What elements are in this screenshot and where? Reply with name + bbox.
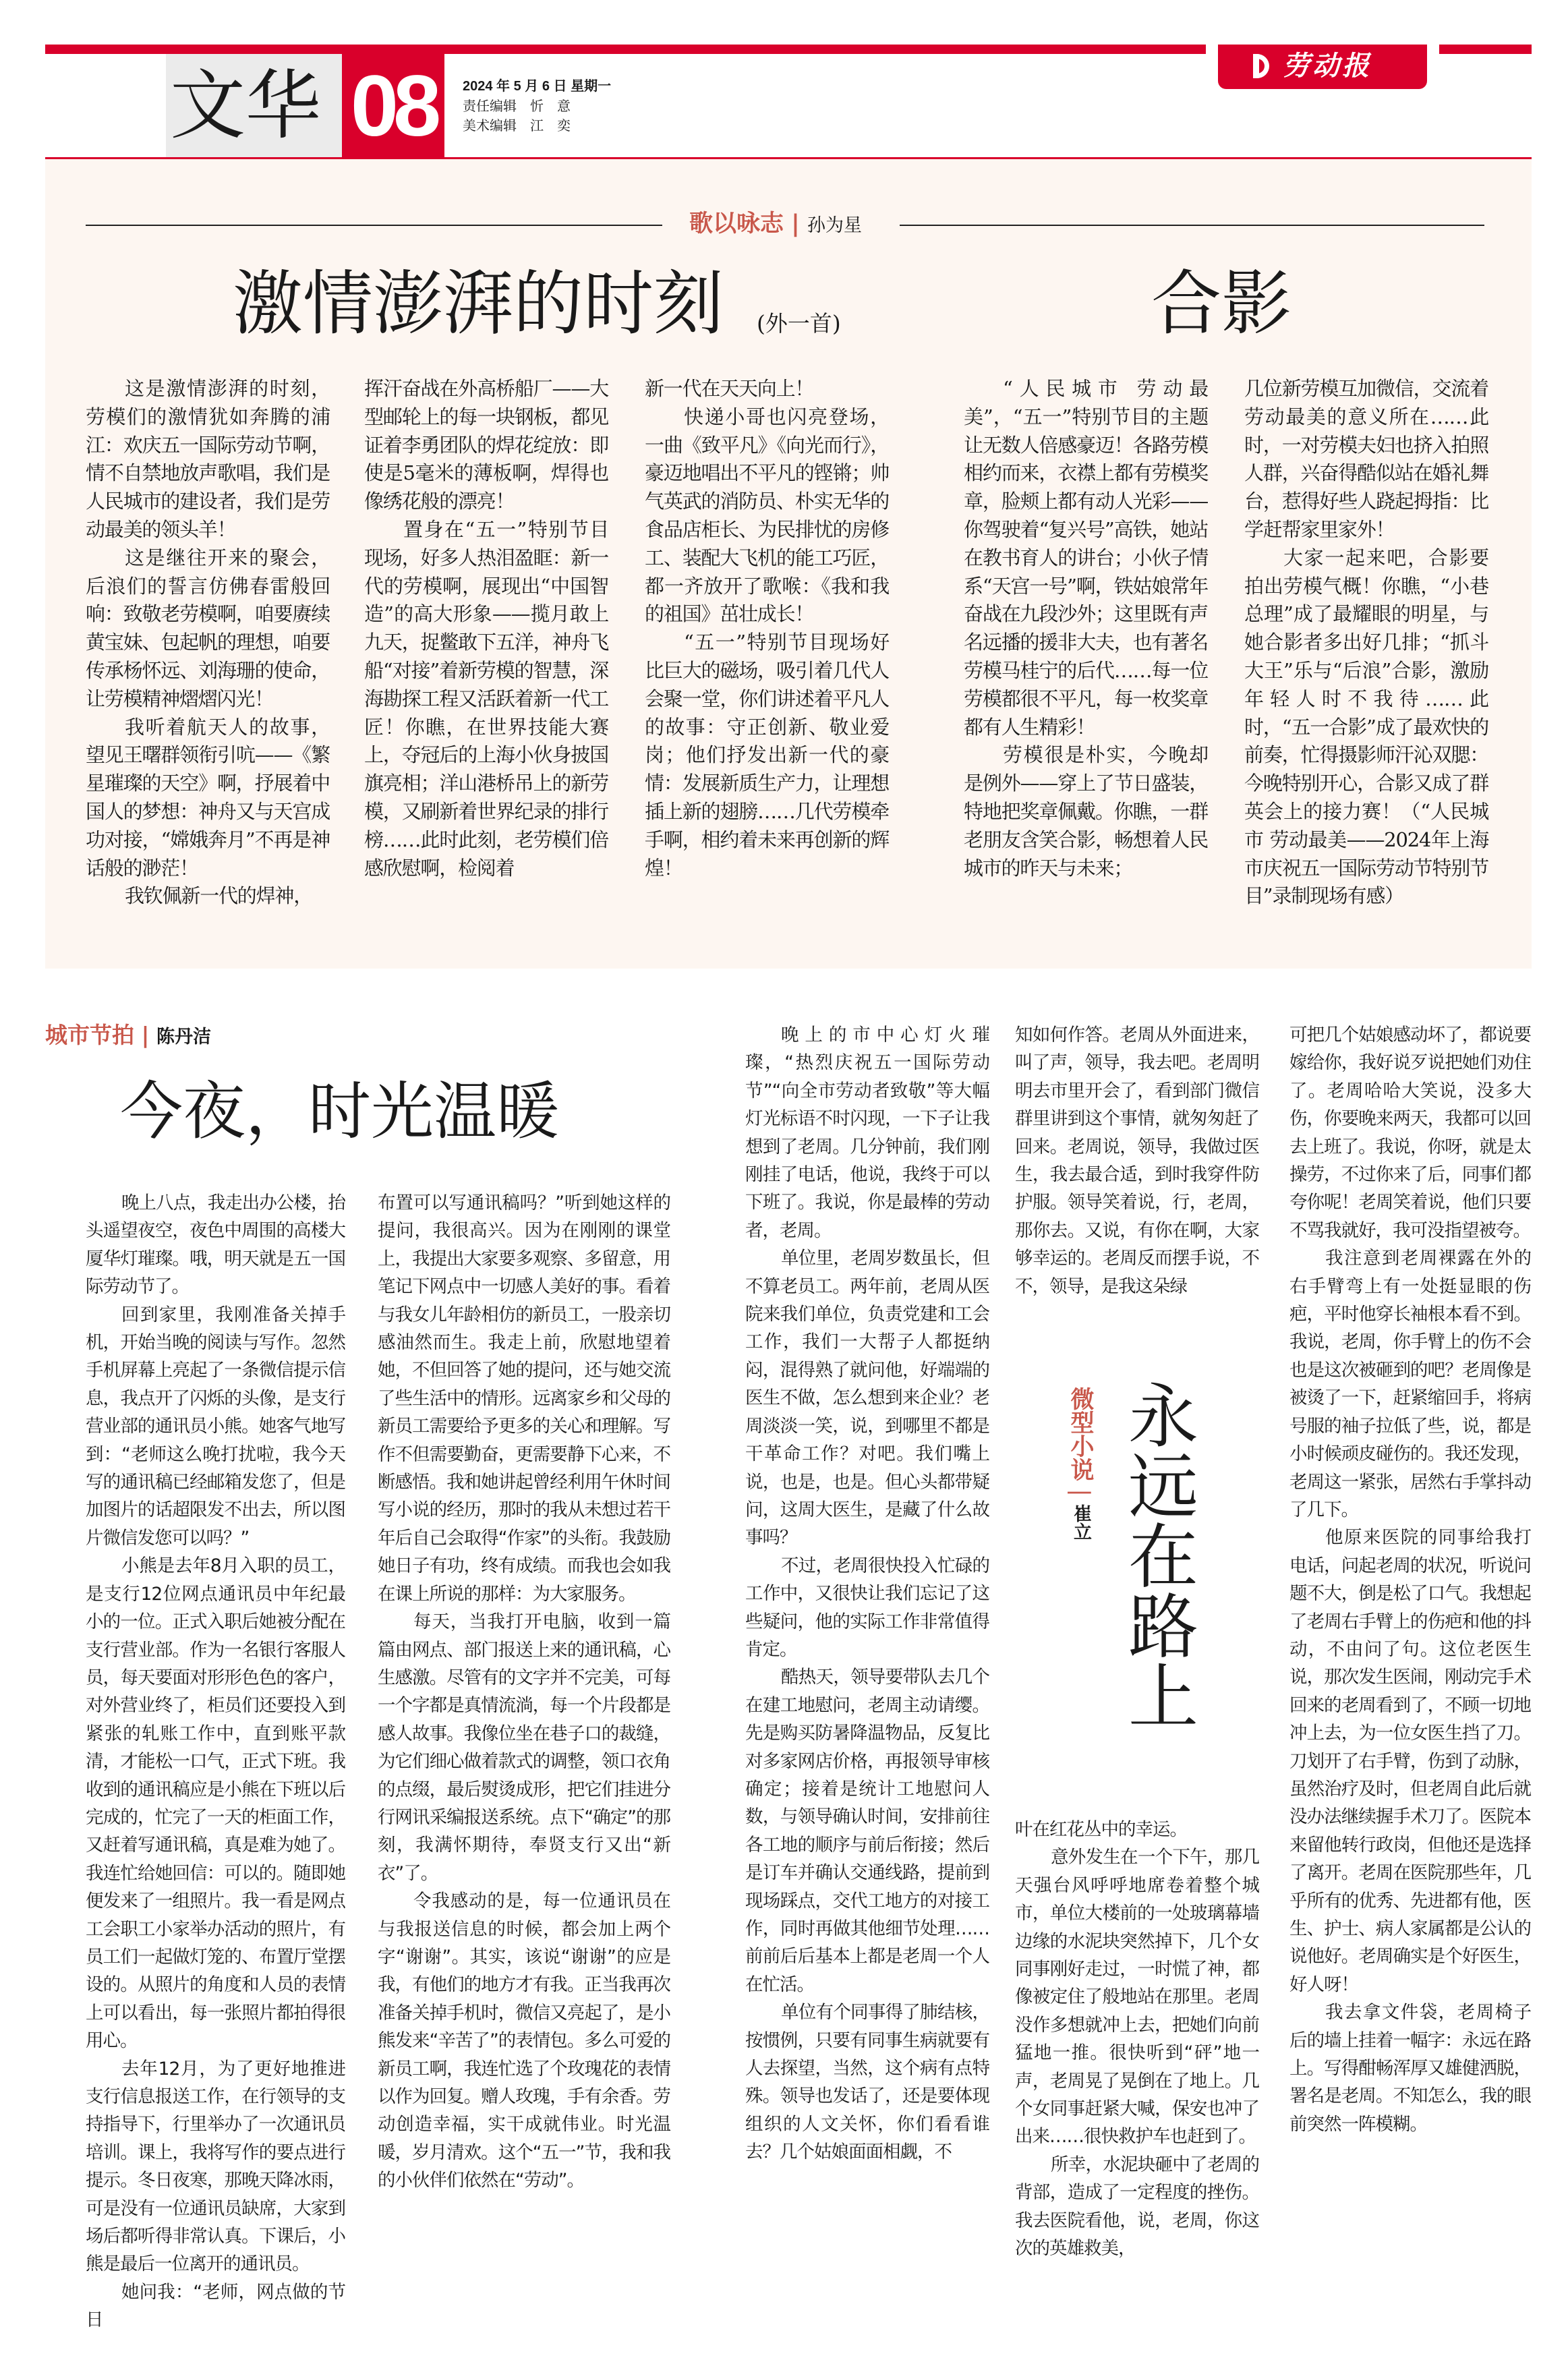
paragraph: 新一代在天天向上！ (645, 377, 814, 400)
story-column-1 (745, 1021, 989, 2166)
story-title-vertical: 永远在路上 (1116, 1379, 1198, 1730)
divider: | (141, 1022, 150, 1048)
page-number: 08 (350, 58, 436, 154)
date-line: 2024 年 5 月 6 日 星期一 (463, 79, 612, 94)
poem-subtitle: (外一首) (757, 310, 841, 337)
paragraph: 可把几个姑娘感动坏了，都说要嫁给你，我好说歹说把她们劝住了。老周哈哈大笑说，没多大伤，你要晚来两天，我都可以回去上班了。我说，你呀，就是太操劳，不过你来了后，同事们都夸你呢！老周笑着说，他们只要不骂我就好，我可没指望被夸。 (1289, 1025, 1531, 1241)
column-name: 歌以咏志 (689, 210, 784, 237)
column-name: 城市节拍 (45, 1022, 134, 1048)
paragraph: 他原来医院的同事给我打电话，问起老周的状况，听说问题不大，倒是松了口气。我想起了老周右手臂上的伤疤和他的抖动，不由问了句。这位老医生说，那次发生医闹，刚动完手术回来的老周看到了，不顾一切地冲上去，为一位女医生挡了刀。刀划开了右手臂，伤到了动脉，虽然治疗及时，但老周自此后就没办法继续握手术刀了。医院本来留他转行政岗，但他还是选择了离开。老周在医院那些年，几乎所有的优秀、先进都有他，医生、护士、病人家属都是公认的说他好。老周确实是个好医生，好人呀！ (1289, 1527, 1531, 1995)
paragraph: 小熊是去年8月入职的员工，是支行12位网点通讯员中年纪最小的一位。正式入职后她被分配在支行营业部。作为一名银行客服人员，每天要面对形形色色的客户，对外营业终了，柜员们还要投入到紧张的轧账工作中，直到账平款清，才能松一口气，正式下班。我收到的通讯稿应是小熊在下班以后完成的，忙完了一天的柜面工作，又赶着写通讯稿，真是难为她了。我连忙给她回信：可以的。随即她便发来了一组照片。我一看是网点工会职工小家举办活动的照片，有员工们一起做灯笼的、布置厅堂摆设的。从照片的角度和人员的表情上可以看出，每一张照片都拍得很用心。 (86, 1555, 345, 2052)
paragraph: 晚上的市中心灯火璀璨，“热烈庆祝五一国际劳动节”“向全市劳动者致敬”等大幅灯光标语不时闪现，一下子让我想到了老周。几分钟前，我们刚刚挂了电话，他说，我终于可以下班了。我说，你是最棒的劳动者，老周。 (745, 1025, 989, 1241)
paragraph: 这是继往开来的聚会，后浪们的誓言仿佛春雷般回响：致敬老劳模啊，咱要赓续黄宝妹、包起帆的理想，咱要传承杨怀远、刘海珊的使命，让劳模精神熠熠闪光！ (86, 546, 330, 710)
essay-column-2 (378, 1189, 670, 2195)
paragraph: 意外发生在一个下午，那几天强台风呼呼地席卷着整个城市，单位大楼前的一处玻璃幕墙边缘的水泥块突然掉下，几个女同事刚好走过，一时慌了神，都像被定住了般地站在那里。老周没作多想就冲上去，把她们向前猛地一推。很快听到“砰”地一声，老周晃了晃倒在了地上。几个女同事赶紧大喊，保安也冲了出来……很快救护车也赶到了。 (1015, 1847, 1259, 2148)
paragraph: 回到家里，我刚准备关掉手机，开始当晚的阅读与写作。忽然手机屏幕上亮起了一条微信提示信息，我点开了闪烁的头像，是支行营业部的通讯员小熊。她客气地写到：“老师这么晚打扰啦，我今天写的通讯稿已经邮箱发您了，但是加图片的话超限发不出去，所以图片微信发您可以吗？” (86, 1304, 345, 1549)
paragraph: 这是激情澎湃的时刻，劳模们的激情犹如奔腾的浦江：欢庆五一国际劳动节啊，情不自禁地放声歌唱，我们是人民城市的建设者，我们是劳动最美的领头羊！ (86, 377, 330, 541)
paragraph: 置身在“五一”特别节目现场，好多人热泪盈眶：新一代的劳模啊，展现出“中国智造”的高大形象——揽月敢上九天，捉鳖敢下五洋，神舟飞船“对接”着新劳模的智慧，深海勘探工程又活跃着新一代工匠！你瞧，在世界技能大赛上，夺冠后的上海小伙身披国旗亮相；洋山港桥吊上的新劳模，又刷新着世界纪录的排行榜……此时此刻，老劳模们倍感欣慰啊，检阅着 (364, 517, 608, 880)
divider: | (1067, 1489, 1094, 1497)
paragraph: 我听着航天人的故事，望见王曙群领衔引吭——《繁星璀璨的天空》啊，抒展着中国人的梦想：神舟又与天宫成功对接，“嫦娥奔月”不再是神话般的渺茫！ (86, 715, 330, 880)
paragraph: 快递小哥也闪亮登场，一曲《致平凡》《向光而行》，豪迈地唱出不平凡的铿锵；帅气英武的消防员、朴实无华的食品店柜长、为民排忧的房修工、装配大飞机的能工巧匠，都一齐放开了歌喉：《我和我的祖国》茁壮成长！ (645, 405, 889, 626)
newspaper-logo (1218, 45, 1427, 89)
paragraph: 每天，当我打开电脑，收到一篇篇由网点、部门报送上来的通讯稿，心生感激。尽管有的文字并不完美，可每一个字都是真情流淌，每一个片段都是感人故事。我像位坐在巷子口的裁缝，为它们细心做着款式的调整，领口衣角的点缀，最后熨烫成形，把它们挂进分行网讯采编报送系统。点下“确定”的那刻，我满怀期待，奉贤支行又出“新衣”了。 (378, 1611, 670, 1884)
paragraph: 叶在红花丛中的幸运。 (1015, 1819, 1187, 1840)
editor-line: 责任编辑 忻 意 (463, 99, 571, 114)
divider: | (791, 210, 800, 237)
paragraph: 几位新劳模互加微信，交流着劳动最美的意义所在……此时，一对劳模夫妇也挤入拍照人群，兴奋得酷似站在婚礼舞台，惹得好些人跷起拇指：比学赶帮家里家外！ (1244, 377, 1488, 541)
paragraph: 布置可以写通讯稿吗？”听到她这样的提问，我很高兴。因为在刚刚的课堂上，我提出大家要多观察、多留意，用笔记下网点中一切感人美好的事。看着与我女儿年龄相仿的新员工，一股亲切感油然而生。我走上前，欣慰地望着她，不但回答了她的提问，还与她交流了些生活中的情形。远离家乡和父母的新员工需要给予更多的关心和理解。写作不但需要勤奋，更需要静下心来，不断感悟。我和她讲起曾经利用午休时间写小说的经历，那时的我从未想过若干年后自己会取得“作家”的头衔。我鼓励她日子有功，终有成绩。而我也会如我在课上所说的那样：为大家服务。 (378, 1193, 670, 1605)
essay-title: 今夜，时光温暖 (120, 1075, 559, 1148)
paragraph: 晚上八点，我走出办公楼，抬头遥望夜空，夜色中周围的高楼大厦华灯璀璨。哦，明天就是五一国际劳动节了。 (86, 1193, 345, 1298)
second-poem-title: 合影 (1151, 262, 1292, 345)
paragraph: 我注意到老周裸露在外的右手臂弯上有一处挺显眼的伤疤，平时他穿长袖根本看不到。我说，老周，你手臂上的伤不会也是这次被砸到的吧？老周像是被烫了一下，赶紧缩回手，将病号服的袖子拉低了些，说，都是小时候顽皮碰伤的。我还发现，老周这一紧张，居然右手掌抖动了几下。 (1289, 1248, 1531, 1520)
paragraph: 知如何作答。老周从外面进来，叫了声，领导，我去吧。老周明明去市里开会了，看到部门微信群里讲到这个事情，就匆匆赶了回来。老周说，领导，我做过医生，我去最合适，到时我穿件防护服。领导笑着说，行，老周，那你去。又说，有你在啊，大家够幸运的。老周反而摆手说，不不，领导，是我这朵绿 (1015, 1025, 1259, 1297)
art-editor-line: 美术编辑 江 奕 (463, 119, 571, 134)
story-column-2-bottom (1015, 1816, 1259, 2263)
paragraph: 酷热天，领导要带队去几个在建工地慰问，老周主动请缨。先是购买防暑降温物品，反复比对多家网店价格，再报领导审核确定；接着是统计工地慰问人数，与领导确认时间，安排前往各工地的顺序与前后衔接；然后是订车并确认交通线路，提前到现场踩点，交代工地方的对接工作，同时再做其他细节处理……前前后后基本上都是老周一个人在忙活。 (745, 1667, 989, 1995)
poem-column-heading (689, 209, 862, 241)
poem-column-5 (1244, 375, 1488, 911)
paragraph: 不过，老周很快投入忙碌的工作中，又很快让我们忘记了这些疑问，他的实际工作非常值得肯定。 (745, 1555, 989, 1660)
logo-mark-icon (1253, 54, 1269, 78)
story-column-3 (1289, 1021, 1531, 2138)
story-kicker-vertical (1066, 1387, 1095, 1541)
paragraph: 劳模很是朴实，今晚却是例外——穿上了节日盛装，特地把奖章佩戴。你瞧，一群老朋友含笑合影，畅想着人民城市的昨天与未来； (964, 743, 1208, 880)
author: 孙为星 (807, 215, 863, 236)
paragraph: 去年12月，为了更好地推进支行信息报送工作，在行领导的支持指导下，行里举办了一次通讯员培训。课上，我将写作的要点进行提示。冬日夜寒，那晚天降冰雨，可是没有一位通讯员缺席，大家到场后都听得非常认真。下课后，小熊是最后一位离开的通讯员。 (86, 2058, 345, 2275)
paragraph: 我钦佩新一代的焊神， (125, 884, 313, 908)
poem-column-3 (645, 375, 889, 882)
paragraph: “人民城市 劳动最美”，“五一”特别节目的主题让无数人倍感豪迈！各路劳模相约而来，衣襟上都有劳模奖章，脸颊上都有动人光彩——你驾驶着“复兴号”高铁，她站在教书育人的讲台；小伙子情系“天宫一号”啊，铁姑娘常年奋战在九段沙外；这里既有声名远播的援非大夫，也有著名劳模马桂宁的后代……每一位劳模都很不平凡，每一枚奖章都有人生精彩！ (964, 377, 1208, 739)
paragraph: 大家一起来吧，合影要拍出劳模气概！你瞧，“小巷总理”成了最耀眼的明星，与她合影者多出好几排；“抓斗大王”乐与“后浪”合影，激励年轻人时不我待……此时，“五一合影”成了最欢快的前奏，忙得摄影师汗沁双腮：今晚特别开心，合影又成了群英会上的接力赛！（“人民城市 劳动最美——2024年上海市庆祝五一国际劳动节特别节目”录制现场有感） (1244, 546, 1488, 908)
logo-text: 劳动报 (1283, 50, 1372, 82)
rule-right (900, 225, 1484, 226)
poem-column-1 (86, 375, 330, 911)
story-column-2-top (1015, 1021, 1259, 1300)
paragraph: 令我感动的是，每一位通讯员在与我报送信息的时候，都会加上两个字“谢谢”。其实，该说“谢谢”的应是我，有他们的地方才有我。正当我再次准备关掉手机时，微信又亮起了，是小熊发来“辛苦了”的表情包。多么可爱的新员工啊，我连忙选了个玫瑰花的表情以作为回复。赠人玫瑰，手有余香。劳动创造幸福，实干成就伟业。时光温暖，岁月清欢。这个“五一”节，我和我的小伙伴们依然在“劳动”。 (378, 1891, 670, 2191)
poem-column-2 (364, 375, 608, 882)
poem-title: 激情澎湃的时刻 (233, 262, 724, 345)
paragraph: 所幸，水泥块砸中了老周的背部，造成了一定程度的挫伤。我去医院看他，说，老周，你这次的英雄救美， (1015, 2154, 1259, 2260)
paragraph: “五一”特别节目现场好比巨大的磁场，吸引着几代人会聚一堂，你们讲述着平凡人的故事：守正创新、敬业爱岗；他们抒发出新一代的豪情：发展新质生产力，让理想插上新的翅膀……几代劳模牵手啊，相约着未来再创新的辉煌！ (645, 631, 889, 880)
paragraph: 单位有个同事得了肺结核，按惯例，只要有同事生病就要有人去探望，当然，这个病有点特殊。领导也发话了，还是要体现组织的人文关怀，你们看看谁去？几个姑娘面面相觑，不 (745, 2002, 989, 2163)
rule-left (86, 225, 662, 226)
paragraph: 挥汗奋战在外高桥船厂——大型邮轮上的每一块钢板，都见证着李勇团队的焊花绽放：即使是5毫米的薄板啊，焊得也像绣花般的漂亮！ (364, 377, 608, 513)
column-name: 微型小说 (1067, 1387, 1095, 1481)
essay-column-1 (86, 1189, 345, 2334)
paragraph: 她问我：“老师，网点做的节日 (86, 2281, 345, 2331)
paragraph: 我去拿文件袋，老周椅子后的墙上挂着一幅字：永远在路上。写得酣畅浑厚又雄健洒脱，署名是老周。不知怎么，我的眼前突然一阵模糊。 (1289, 2002, 1531, 2135)
section-name: 文华 (170, 62, 321, 150)
author: 崔立 (1070, 1504, 1091, 1541)
author: 陈丹洁 (156, 1027, 212, 1047)
essay-column-heading (45, 1021, 211, 1052)
paragraph: 单位里，老周岁数虽长，但不算老员工。两年前，老周从医院来我们单位，负责党建和工会工作，我们一大帮子人都挺纳闷，混得熟了就问他，好端端的医生不做，怎么想到来企业？老周淡淡一笑，说，到哪里不都是干革命工作？对吧。我们嘴上说，也是，也是。但心头都带疑问，这周大医生，是藏了什么故事吗？ (745, 1248, 989, 1549)
poem-column-4 (964, 375, 1208, 882)
